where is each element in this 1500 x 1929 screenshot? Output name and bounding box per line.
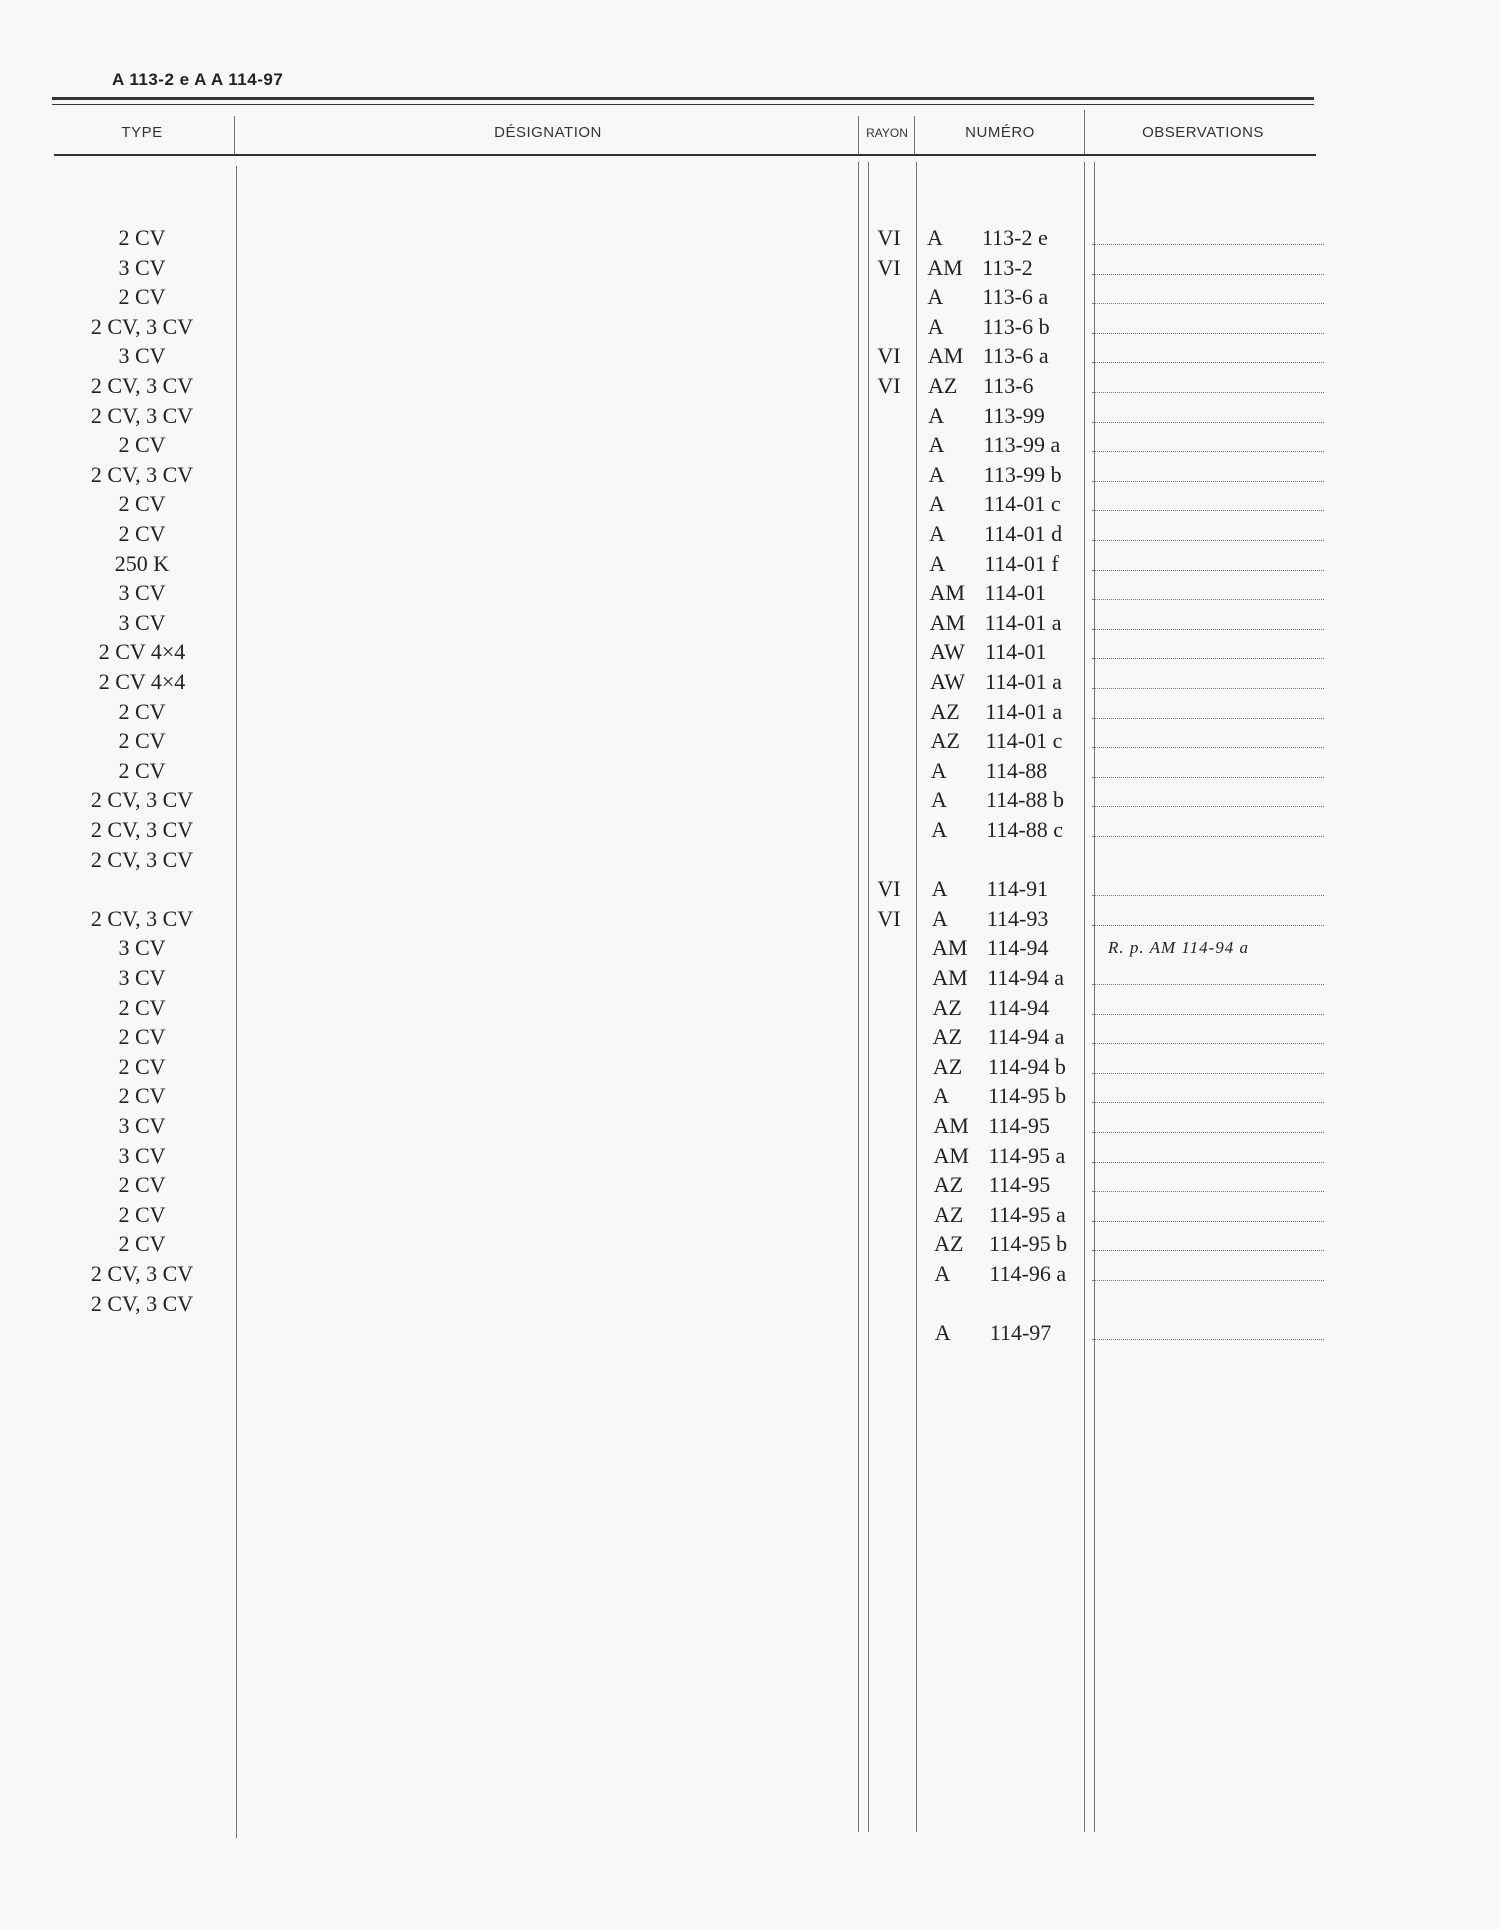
row-observation	[1092, 312, 1324, 342]
table-row	[0, 341, 1500, 371]
table-row	[0, 726, 1500, 756]
table-row	[0, 519, 1500, 549]
row-number-prefix: A	[929, 550, 946, 576]
row-number-prefix: AZ	[934, 1231, 964, 1257]
row-type: 2 CV	[118, 1231, 166, 1257]
header-separator	[914, 116, 915, 154]
row-observation	[1092, 519, 1324, 549]
table-row	[0, 312, 1500, 342]
row-number: 114-96 a	[989, 1261, 1067, 1286]
observation-blank-line	[1092, 1339, 1324, 1340]
row-number-prefix: A	[931, 905, 948, 931]
observation-blank-line	[1092, 1014, 1324, 1015]
observation-blank-line	[1092, 1073, 1324, 1074]
row-number-prefix: A	[928, 461, 945, 487]
row-number-prefix: A	[927, 225, 943, 250]
row-type: 2 CV, 3 CV	[90, 846, 194, 872]
row-number: 114-94 a	[987, 965, 1065, 990]
row-number-prefix: AZ	[932, 1053, 963, 1079]
row-number-prefix: A	[931, 876, 948, 902]
row-number: 114-01 a	[985, 698, 1063, 724]
table-row	[0, 1289, 1500, 1319]
row-number-prefix: AM	[932, 965, 968, 990]
table-row	[0, 223, 1500, 253]
row-number-prefix: AM	[933, 1142, 969, 1168]
observation-blank-line	[1092, 1250, 1324, 1251]
row-number: 114-94 a	[987, 1024, 1065, 1050]
observation-blank-line	[1092, 303, 1324, 304]
table-row	[0, 874, 1500, 904]
observation-blank-line	[1092, 629, 1324, 630]
row-type: 2 CV 4×4	[98, 639, 186, 665]
row-type: 2 CV	[118, 1172, 166, 1198]
row-rayon: VI	[877, 343, 901, 369]
row-type: 2 CV, 3 CV	[90, 1290, 194, 1316]
row-observation	[1092, 726, 1324, 756]
row-number-prefix: AM	[929, 609, 966, 635]
row-number: 114-94 b	[987, 1053, 1066, 1079]
observation-blank-line	[1092, 422, 1324, 423]
row-number: 114-95	[988, 1113, 1050, 1138]
row-number-prefix: A	[928, 402, 945, 428]
table-row	[0, 549, 1500, 579]
table-row	[0, 815, 1500, 845]
observation-blank-line	[1092, 1191, 1324, 1192]
row-observation	[1092, 1229, 1324, 1259]
observation-blank-line	[1092, 481, 1324, 482]
observation-blank-line	[1092, 362, 1324, 363]
table-row	[0, 1318, 1500, 1348]
row-observation	[1092, 223, 1324, 253]
row-number: 113-6	[983, 373, 1034, 398]
row-observation	[1092, 963, 1324, 993]
row-type: 2 CV 4×4	[98, 669, 186, 694]
row-number-prefix: A	[933, 1083, 949, 1109]
table-row	[0, 697, 1500, 727]
row-number: 114-01 d	[984, 521, 1063, 546]
table-row	[0, 785, 1500, 815]
table-row	[0, 489, 1500, 519]
row-number-prefix: A	[934, 1261, 951, 1286]
row-type: 2 CV	[118, 284, 166, 310]
row-type: 2 CV	[118, 521, 166, 546]
row-observation	[1092, 697, 1324, 727]
table-row	[0, 637, 1500, 667]
row-number-prefix: AM	[927, 254, 963, 280]
table-row	[0, 1259, 1500, 1289]
row-observation	[1092, 756, 1324, 786]
observation-blank-line	[1092, 599, 1324, 600]
observation-blank-line	[1092, 925, 1324, 926]
table-row	[0, 608, 1500, 638]
table-row	[0, 578, 1500, 608]
observation-blank-line	[1092, 777, 1324, 778]
row-number: 114-88 c	[986, 817, 1063, 842]
row-observation	[1092, 1259, 1324, 1289]
observation-blank-line	[1092, 984, 1324, 985]
row-number: 114-88	[985, 757, 1048, 783]
header-top-rule-thin	[52, 104, 1314, 105]
header-bottom-rule	[54, 154, 1316, 156]
table-row	[0, 963, 1500, 993]
row-type: 2 CV, 3 CV	[90, 787, 194, 813]
table-row	[0, 1052, 1500, 1082]
row-type: 2 CV	[118, 698, 166, 724]
row-type: 2 CV	[118, 1083, 166, 1109]
table-row	[0, 993, 1500, 1023]
row-number: 113-99	[983, 402, 1045, 428]
row-observation	[1092, 933, 1324, 963]
row-number: 114-94	[987, 935, 1049, 961]
table-row	[0, 1200, 1500, 1230]
row-observation	[1092, 874, 1324, 904]
row-rayon: VI	[877, 225, 901, 250]
row-type: 2 CV, 3 CV	[90, 313, 194, 339]
row-number-prefix: AW	[929, 639, 965, 665]
observation-blank-line	[1092, 244, 1324, 245]
row-number: 114-95 b	[989, 1231, 1068, 1257]
observation-blank-line	[1092, 688, 1324, 689]
row-rayon: VI	[877, 254, 901, 280]
table-row	[0, 282, 1500, 312]
row-number: 114-94	[987, 994, 1049, 1020]
observation-blank-line	[1092, 570, 1324, 571]
row-number-prefix: A	[929, 521, 945, 546]
row-type: 3 CV	[118, 580, 166, 606]
header-top-rule	[52, 97, 1314, 100]
observation-blank-line	[1092, 451, 1324, 452]
table-row	[0, 1081, 1500, 1111]
row-observation	[1092, 1081, 1324, 1111]
table-row	[0, 933, 1500, 963]
row-number: 114-01	[984, 580, 1047, 606]
row-observation	[1092, 401, 1324, 431]
row-number: 114-91	[986, 876, 1049, 902]
row-number: 114-88 b	[986, 787, 1065, 813]
row-number: 114-01 f	[984, 550, 1059, 576]
row-observation	[1092, 430, 1324, 460]
header-separator	[234, 116, 235, 154]
row-number: 113-6 b	[982, 313, 1050, 339]
row-type: 3 CV	[118, 1113, 166, 1138]
row-rayon: VI	[877, 905, 901, 931]
table-row	[0, 401, 1500, 431]
observation-blank-line	[1092, 747, 1324, 748]
row-number-prefix: AZ	[932, 1024, 962, 1050]
table-row	[0, 371, 1500, 401]
table-row	[0, 1170, 1500, 1200]
row-type: 3 CV	[118, 343, 166, 369]
row-type: 2 CV	[118, 1201, 166, 1227]
row-number: 114-95 a	[988, 1201, 1066, 1227]
row-type: 3 CV	[118, 609, 166, 635]
row-observation	[1092, 904, 1324, 934]
observation-blank-line	[1092, 1221, 1324, 1222]
row-type: 2 CV	[118, 1053, 166, 1079]
table-row	[0, 667, 1500, 697]
row-type: 3 CV	[118, 965, 166, 990]
row-number-prefix: AZ	[932, 994, 962, 1020]
row-rayon: VI	[877, 876, 901, 902]
observation-note: R. p. AM 114-94 a	[1108, 938, 1250, 958]
row-type: 2 CV	[118, 491, 166, 517]
row-number-prefix: A	[931, 787, 947, 813]
observation-blank-line	[1092, 658, 1324, 659]
observation-blank-line	[1092, 333, 1324, 334]
row-type: 2 CV	[118, 728, 166, 754]
observation-blank-line	[1092, 1280, 1324, 1281]
observation-blank-line	[1092, 274, 1324, 275]
header-observations: OBSERVATIONS	[1142, 124, 1264, 141]
row-observation	[1092, 1318, 1324, 1348]
row-number-prefix: AZ	[928, 373, 958, 398]
row-type: 2 CV	[118, 757, 166, 783]
row-observation	[1092, 282, 1324, 312]
table-row	[0, 1111, 1500, 1141]
row-type: 3 CV	[118, 935, 166, 961]
row-type: 250 K	[114, 550, 170, 576]
observation-blank-line	[1092, 1132, 1324, 1133]
row-observation	[1092, 253, 1324, 283]
row-number-prefix: AM	[927, 343, 964, 369]
row-observation	[1092, 667, 1324, 697]
row-number: 114-93	[986, 905, 1049, 931]
row-number-prefix: AM	[933, 1113, 969, 1138]
row-number: 113-99 a	[983, 432, 1061, 458]
table-row	[0, 460, 1500, 490]
row-number: 113-6 a	[982, 284, 1049, 310]
row-number-prefix: A	[927, 284, 944, 310]
table-row	[0, 756, 1500, 786]
observation-blank-line	[1092, 1043, 1324, 1044]
row-number-prefix: A	[934, 1320, 951, 1346]
row-type: 2 CV, 3 CV	[90, 461, 194, 487]
row-observation	[1092, 1052, 1324, 1082]
row-number-prefix: AZ	[930, 698, 960, 724]
row-number: 114-01 a	[985, 669, 1062, 694]
row-type: 2 CV, 3 CV	[90, 402, 194, 428]
row-observation	[1092, 993, 1324, 1023]
page-reference: A 113-2 e A A 114-97	[112, 70, 284, 89]
table-row	[0, 430, 1500, 460]
header-rayon: RAYON	[866, 126, 908, 140]
row-observation	[1092, 608, 1324, 638]
row-number: 114-01 c	[985, 728, 1063, 754]
row-type: 2 CV, 3 CV	[90, 905, 194, 931]
row-observation	[1092, 1111, 1324, 1141]
row-number-prefix: AW	[930, 669, 966, 694]
table-row	[0, 1141, 1500, 1171]
row-number-prefix: AZ	[933, 1201, 964, 1227]
row-observation	[1092, 1022, 1324, 1052]
observation-blank-line	[1092, 718, 1324, 719]
row-type: 2 CV	[118, 1024, 166, 1050]
row-number: 113-6 a	[982, 343, 1049, 369]
row-type: 2 CV	[118, 994, 166, 1020]
row-number-prefix: AZ	[933, 1172, 964, 1198]
row-number-prefix: A	[928, 432, 945, 458]
row-type: 3 CV	[118, 1142, 166, 1168]
row-observation	[1092, 460, 1324, 490]
row-number-prefix: A	[927, 313, 944, 339]
row-number: 114-95 a	[988, 1142, 1066, 1168]
row-number-prefix: A	[928, 491, 945, 517]
row-observation	[1092, 1141, 1324, 1171]
observation-blank-line	[1092, 392, 1324, 393]
row-number: 114-95	[988, 1172, 1051, 1198]
row-number: 114-95 b	[988, 1083, 1067, 1109]
observation-blank-line	[1092, 510, 1324, 511]
header-designation: DÉSIGNATION	[494, 124, 602, 141]
header-separator	[1084, 110, 1085, 154]
row-number-prefix: A	[931, 817, 948, 842]
row-number: 114-97	[989, 1320, 1052, 1346]
row-type: 3 CV	[118, 254, 166, 280]
table-row	[0, 1229, 1500, 1259]
row-number-prefix: AM	[929, 580, 965, 606]
header-separator	[858, 116, 859, 154]
row-type: 2 CV, 3 CV	[90, 1261, 194, 1286]
table-row	[0, 845, 1500, 875]
row-observation	[1092, 785, 1324, 815]
header-numero: NUMÉRO	[965, 124, 1035, 141]
row-type: 2 CV	[118, 225, 166, 250]
row-observation	[1092, 341, 1324, 371]
row-number: 113-99 b	[983, 461, 1062, 487]
row-number: 113-2	[982, 254, 1033, 280]
row-observation	[1092, 578, 1324, 608]
row-type: 2 CV, 3 CV	[90, 817, 194, 842]
row-observation	[1092, 549, 1324, 579]
table-row	[0, 904, 1500, 934]
row-number-prefix: A	[930, 757, 947, 783]
row-type: 2 CV	[118, 432, 166, 458]
row-type: 2 CV, 3 CV	[90, 373, 194, 398]
observation-blank-line	[1092, 806, 1324, 807]
row-observation	[1092, 1170, 1324, 1200]
observation-blank-line	[1092, 540, 1324, 541]
observation-blank-line	[1092, 836, 1324, 837]
row-observation	[1092, 637, 1324, 667]
observation-blank-line	[1092, 1162, 1324, 1163]
table-row	[0, 253, 1500, 283]
observation-blank-line	[1092, 895, 1324, 896]
row-observation	[1092, 815, 1324, 845]
observation-blank-line	[1092, 1102, 1324, 1103]
row-rayon: VI	[877, 373, 901, 398]
row-observation	[1092, 1200, 1324, 1230]
row-number: 114-01	[984, 639, 1047, 665]
row-number: 114-01 c	[983, 491, 1061, 517]
header-type: TYPE	[121, 124, 163, 141]
row-number-prefix: AM	[932, 935, 968, 961]
row-observation	[1092, 371, 1324, 401]
row-number: 114-01 a	[984, 609, 1062, 635]
row-observation	[1092, 489, 1324, 519]
row-number: 113-2 e	[982, 225, 1048, 250]
row-number-prefix: AZ	[930, 728, 960, 754]
table-row	[0, 1022, 1500, 1052]
